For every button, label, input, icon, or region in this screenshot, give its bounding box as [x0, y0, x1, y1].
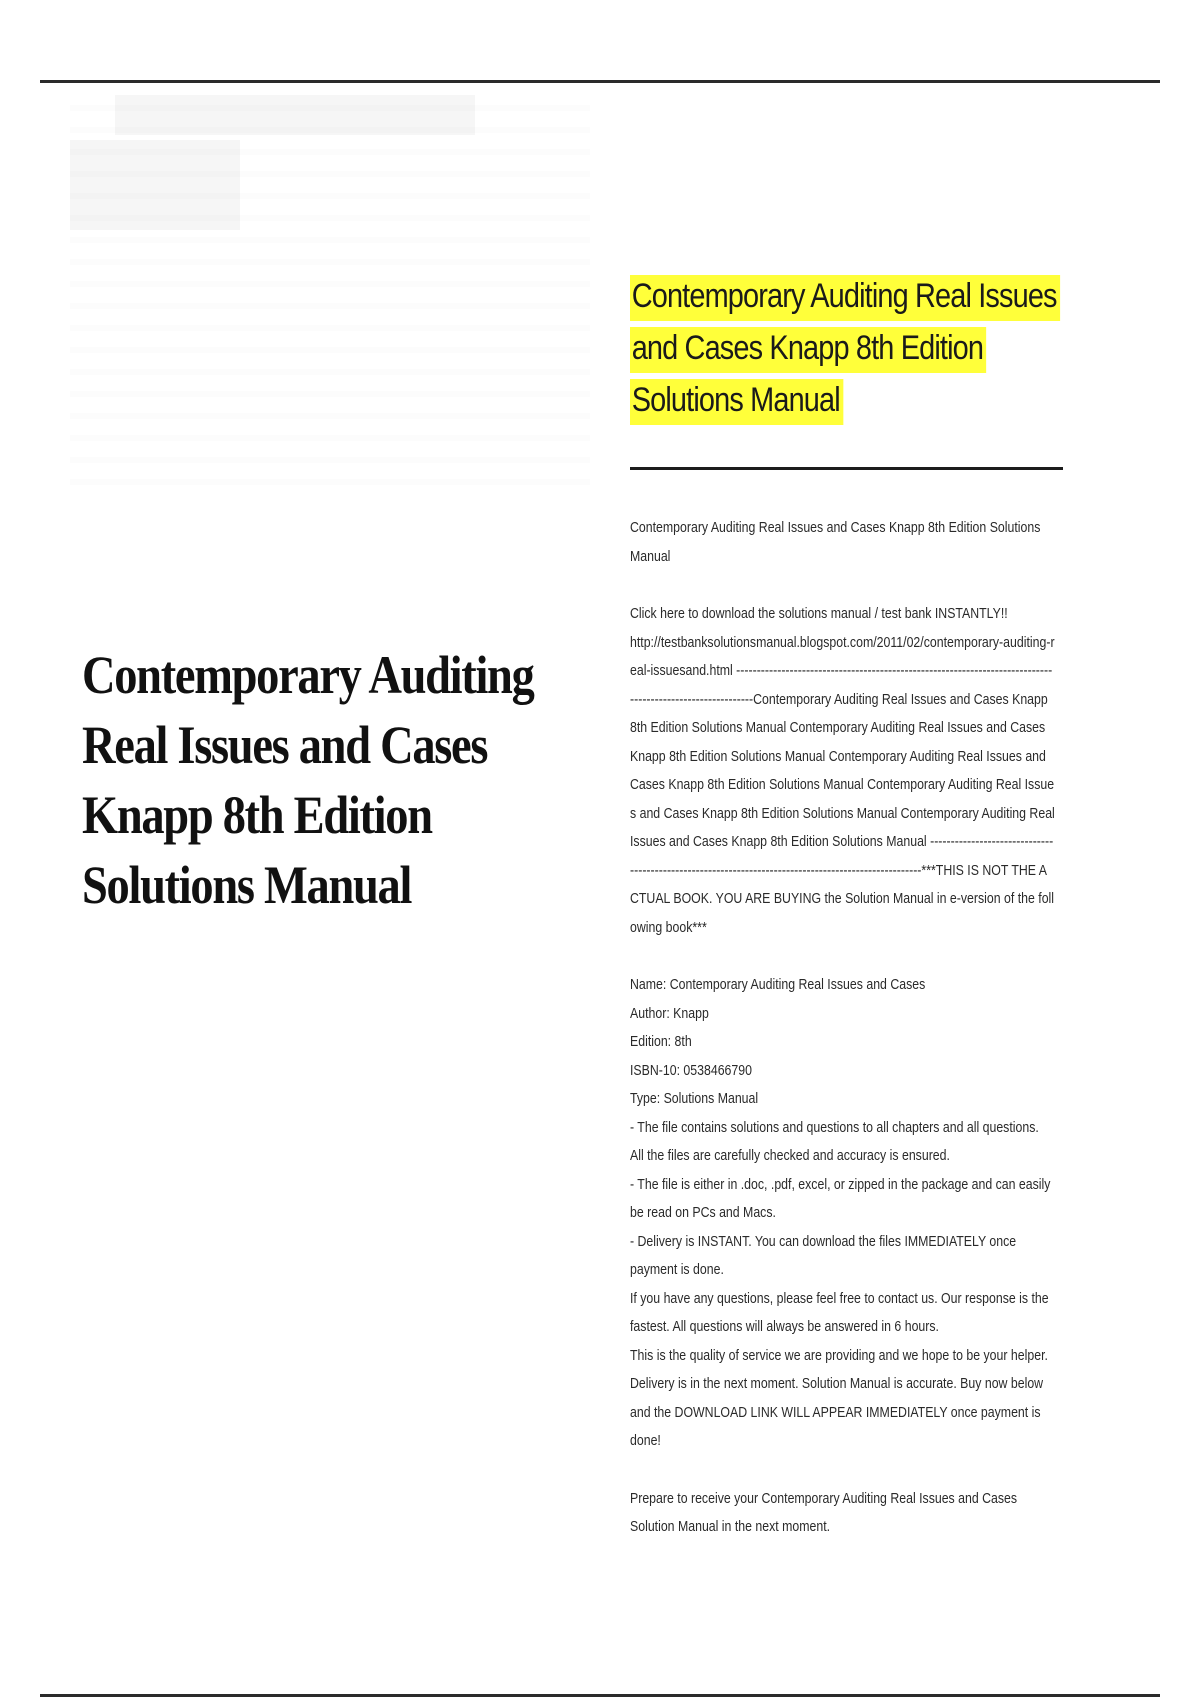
book-isbn: ISBN-10: 0538466790	[630, 1062, 752, 1079]
service-paragraph: This is the quality of service we are providing and we hope to be your helper. Delivery is in the next moment. Solution Manual is accurate. Buy now below and the DOWNLOAD LINK WILL APPEAR IMMEDIATELY once payment is done!	[630, 1347, 1048, 1449]
contact-paragraph: If you have any questions, please feel free to contact us. Our response is the fastest. All questions will always be answered in 6 hours.	[630, 1290, 1049, 1335]
body-heading-line: Contemporary Auditing Real Issues and Cases Knapp 8th Edition Solutions Manual	[630, 520, 1041, 565]
feature-bullet: - The file is either in .doc, .pdf, excel, or zipped in the package and can easily be read on PCs and Macs.	[630, 1176, 1051, 1221]
document-body	[630, 514, 1055, 1542]
book-name: Name: Contemporary Auditing Real Issues and Cases	[630, 977, 926, 993]
title-divider	[630, 467, 1063, 470]
book-author: Author: Knapp	[630, 1005, 709, 1022]
book-type: Type: Solutions Manual	[630, 1091, 759, 1107]
download-prompt: Click here to download the solutions manual / test bank INSTANTLY!!	[630, 606, 1008, 622]
scan-ghost-block	[115, 95, 475, 135]
feature-bullet: - The file contains solutions and questions to all chapters and all questions. All the files are carefully checked and accuracy is ensured.	[630, 1119, 1039, 1164]
closing-paragraph: Prepare to receive your Contemporary Auditing Real Issues and Cases Solution Manual in the next moment.	[630, 1490, 1018, 1535]
highlighted-title	[630, 270, 1072, 426]
highlighted-title-block	[630, 270, 1070, 426]
paragraph-gap	[630, 1456, 1055, 1485]
top-rule	[40, 80, 1160, 83]
feature-bullet: - Delivery is INSTANT. You can download the files IMMEDIATELY once payment is done.	[630, 1233, 1017, 1278]
highlighted-title-text: Contemporary Auditing Real Issues and Cases Knapp 8th Edition Solutions Manual	[630, 275, 1060, 425]
paragraph-gap	[630, 571, 1055, 600]
download-link-paragraph[interactable]: http://testbanksolutionsmanual.blogspot.com/2011/02/contemporary-auditing-real-issuesand.html -----------------------------------------------------------------------------------------------------------Contemporary Auditing Real Issues and Cases Knapp 8th Edition Solutions Manual Contemporary Auditing Real Issues and Cases Knapp 8th Edition Solutions Manual Contemporary Auditing Real Issues and Cases Knapp 8th Edition Solutions Manual Contemporary Auditing Real Issues and Cases Knapp 8th Edition Solutions Manual Contemporary Auditing Real Issues and Cases Knapp 8th Edition Solutions Manual -----------------------------------------------------------------------------------------------------***THIS IS NOT THE ACTUAL BOOK. YOU ARE BUYING the Solution Manual in e-version of the following book***	[630, 634, 1055, 936]
bottom-rule	[40, 1694, 1160, 1697]
book-edition: Edition: 8th	[630, 1034, 692, 1050]
scan-ghost-block	[70, 140, 240, 230]
paragraph-gap	[630, 942, 1055, 971]
document-title: Contemporary Auditing Real Issues and Cases Knapp 8th Edition Solutions Manual	[82, 645, 534, 915]
